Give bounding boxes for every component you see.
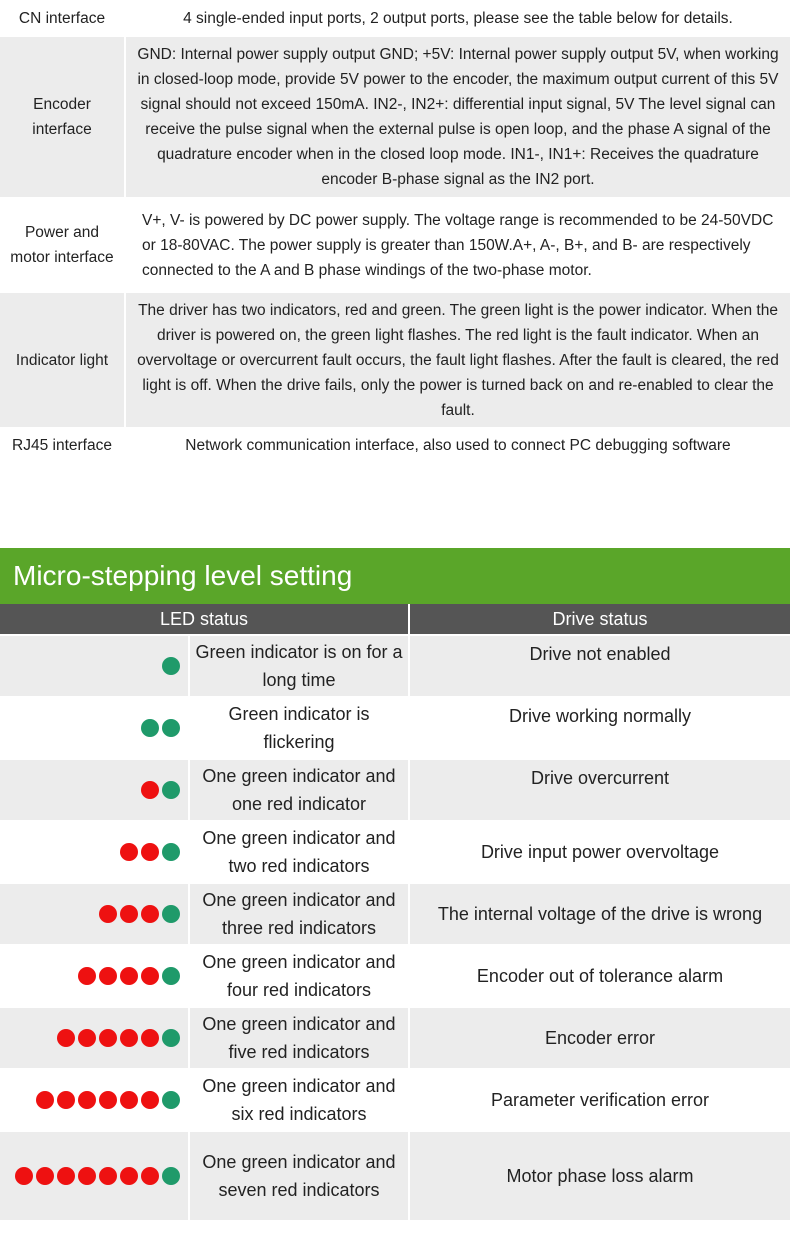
- interface-label: Encoder interface: [0, 37, 124, 197]
- drive-status: Drive not enabled: [410, 636, 790, 696]
- indicator-dots: [0, 1070, 188, 1130]
- red-indicator-icon: [120, 1167, 138, 1185]
- indicator-dots: [0, 1132, 188, 1220]
- red-indicator-icon: [57, 1029, 75, 1047]
- red-indicator-icon: [78, 1167, 96, 1185]
- green-indicator-icon: [141, 719, 159, 737]
- green-indicator-icon: [162, 657, 180, 675]
- interface-row-power: [0, 198, 790, 293]
- interface-value: V+, V- is powered by DC power supply. The voltage range is recommended to be 24-50VDC or 18-80VAC. The power supply is greater than 150W.A+, A-, B+, and B- are respectively connected to the A and B phase windings of the two-phase motor.: [142, 211, 774, 279]
- red-indicator-icon: [78, 1029, 96, 1047]
- led-status-row: [0, 698, 790, 758]
- led-description: One green indicator and two red indicators: [202, 828, 396, 876]
- interface-value: Network communication interface, also used to connect PC debugging software: [185, 436, 731, 454]
- green-indicator-icon: [162, 967, 180, 985]
- red-indicator-icon: [99, 905, 117, 923]
- red-indicator-icon: [99, 1029, 117, 1047]
- red-indicator-icon: [99, 1091, 117, 1109]
- led-description: One green indicator and five red indicators: [190, 1008, 408, 1068]
- interface-row-indicator: [0, 293, 790, 428]
- micro-stepping-section: [0, 548, 790, 1220]
- indicator-dots: [0, 636, 188, 696]
- led-description: One green indicator and six red indicators: [202, 1076, 396, 1124]
- drive-status: Parameter verification error: [490, 1090, 710, 1110]
- led-status-row: [0, 1070, 790, 1130]
- interface-label: Power and motor interface: [10, 224, 114, 266]
- interface-table: [0, 0, 790, 463]
- red-indicator-icon: [57, 1091, 75, 1109]
- green-indicator-icon: [162, 1029, 180, 1047]
- green-indicator-icon: [162, 1167, 180, 1185]
- red-indicator-icon: [78, 1091, 96, 1109]
- led-status-row: [0, 884, 790, 944]
- red-indicator-icon: [141, 1029, 159, 1047]
- red-indicator-icon: [120, 1091, 138, 1109]
- green-indicator-icon: [162, 781, 180, 799]
- interface-row-cn: [0, 0, 790, 37]
- section-title: Micro-stepping level setting: [0, 548, 790, 604]
- led-description: One green indicator and three red indicators: [190, 884, 408, 944]
- red-indicator-icon: [99, 1167, 117, 1185]
- led-status-row: [0, 946, 790, 1006]
- drive-status: Encoder out of tolerance alarm: [476, 966, 724, 986]
- drive-status-header: Drive status: [410, 604, 790, 634]
- red-indicator-icon: [141, 1091, 159, 1109]
- led-status-header: LED status: [0, 604, 408, 634]
- led-description: Green indicator is flickering: [228, 704, 370, 752]
- drive-status: The internal voltage of the drive is wrong: [410, 884, 790, 944]
- red-indicator-icon: [99, 967, 117, 985]
- interface-value: 4 single-ended input ports, 2 output ports, please see the table below for details.: [183, 9, 733, 27]
- drive-status: Drive input power overvoltage: [480, 842, 720, 862]
- red-indicator-icon: [141, 1167, 159, 1185]
- red-indicator-icon: [120, 905, 138, 923]
- indicator-dots: [0, 884, 188, 944]
- red-indicator-icon: [120, 1029, 138, 1047]
- drive-status: Motor phase loss alarm: [410, 1132, 790, 1220]
- indicator-dots: [0, 1008, 188, 1068]
- led-status-row: [0, 822, 790, 882]
- interface-value: GND: Internal power supply output GND; +5V: Internal power supply output 5V, when working in closed-loop mode, provide 5V power to the encoder, the maximum output current of this 5V signal should not exceed 150mA. IN2-, IN2+: differential input signal, 5V The level signal can receive the pulse signal when the external pulse is open loop, and the phase A signal of the quadrature encoder when in the closed loop mode. IN1-, IN1+: Receives the quadrature encoder B-phase signal as the IN2 port.: [126, 37, 790, 197]
- led-status-row: [0, 1008, 790, 1068]
- indicator-dots: [0, 760, 188, 820]
- led-description: One green indicator and seven red indicators: [190, 1132, 408, 1220]
- red-indicator-icon: [141, 781, 159, 799]
- drive-status: Encoder error: [410, 1008, 790, 1068]
- red-indicator-icon: [15, 1167, 33, 1185]
- led-description: One green indicator and one red indicator: [190, 760, 408, 820]
- interface-row-encoder: [0, 37, 790, 198]
- interface-label: CN interface: [18, 9, 106, 27]
- led-status-row: [0, 1132, 790, 1220]
- interface-label: Indicator light: [0, 293, 124, 427]
- indicator-dots: [0, 822, 188, 882]
- led-description: One green indicator and four red indicators: [202, 952, 396, 1000]
- green-indicator-icon: [162, 719, 180, 737]
- red-indicator-icon: [120, 967, 138, 985]
- red-indicator-icon: [141, 967, 159, 985]
- drive-status: Drive overcurrent: [410, 760, 790, 820]
- red-indicator-icon: [36, 1167, 54, 1185]
- indicator-dots: [0, 946, 188, 1006]
- led-status-rows: [0, 636, 790, 1220]
- red-indicator-icon: [141, 905, 159, 923]
- table-header: [0, 604, 790, 634]
- led-description: Green indicator is on for a long time: [190, 636, 408, 696]
- green-indicator-icon: [162, 1091, 180, 1109]
- indicator-dots: [0, 698, 188, 758]
- led-status-row: [0, 760, 790, 820]
- interface-label: RJ45 interface: [12, 436, 112, 454]
- red-indicator-icon: [120, 843, 138, 861]
- green-indicator-icon: [162, 905, 180, 923]
- green-indicator-icon: [162, 843, 180, 861]
- interface-value: The driver has two indicators, red and green. The green light is the power indicator. When the driver is powered on, the green light flashes. The red light is the fault indicator. When an overvoltage or overcurrent fault occurs, the fault light flashes. After the fault is cleared, the red light is off. When the drive fails, only the power is turned back on and re-enabled to clear the fault.: [126, 293, 790, 427]
- red-indicator-icon: [141, 843, 159, 861]
- interface-row-rj45: [0, 428, 790, 463]
- drive-status: Drive working normally: [508, 706, 692, 726]
- led-status-row: [0, 636, 790, 696]
- red-indicator-icon: [57, 1167, 75, 1185]
- red-indicator-icon: [78, 967, 96, 985]
- red-indicator-icon: [36, 1091, 54, 1109]
